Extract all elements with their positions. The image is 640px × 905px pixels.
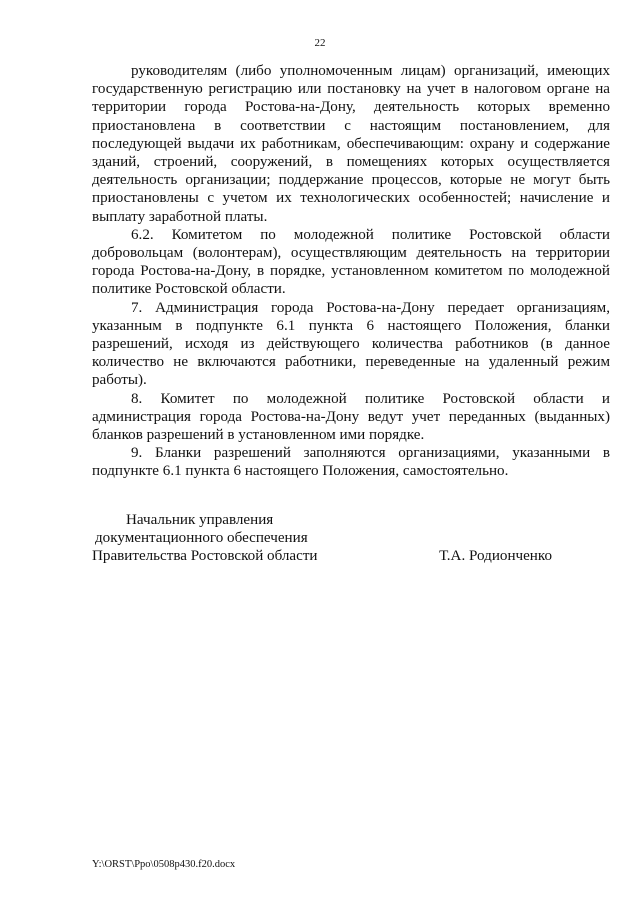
file-path-footer: Y:\ORST\Ppo\0508p430.f20.docx [92,859,236,870]
paragraph-7: 7. Администрация города Ростова-на-Дону передает организациям, указанным в подпункте 6.1 пункта 6 настоящего Положения, бланки разрешений, исходя из действующего количества работников (в данное количество не включаются работники, переведенные на удаленный режим работы). [92,299,610,389]
signatory-last-line [92,547,552,565]
page-number: 22 [314,37,326,49]
signatory-title-line-3: Правительства Ростовской области [92,548,318,565]
paragraph-9: 9. Бланки разрешений заполняются организациями, указанными в подпункте 6.1 пункта 6 настоящего Положения, самостоятельно. [92,445,610,480]
paragraph-continuation: руководителям (либо уполномоченным лицам) организаций, имеющих государственную регистрацию или постановку на учет в налоговом органе на территории города Ростова-на-Дону, деятельность которых временно приостановлена в соответствии с настоящим постановлением, для последующей выдачи их работникам, обеспечивающим: охрану и содержание зданий, строений, сооружений, в помещениях которых осуществляется деятельность организации; поддержание процессов, которые не могут быть приостановлены с учетом их технологических особенностей; начисление и выплату заработной платы. [92,63,610,225]
signatory-title-line-1: Начальник управления [126,512,274,528]
paragraph-6-2: 6.2. Комитетом по молодежной политике Ростовской области добровольцам (волонтерам), осуществляющим деятельность на территории города Ростова-на-Дону, в порядке, установленном комитетом по молодежной политике Ростовской области. [92,226,610,298]
signatory-title-line-2: документационного обеспечения [95,530,308,547]
signatory-name: Т.А. Родионченко [439,548,552,565]
paragraph-8: 8. Комитет по молодежной политике Ростовской области и администрация города Ростова-на-Дону ведут учет переданных (выданных) бланков разрешений в установленном ими порядке. [92,390,610,444]
document-body [92,62,610,481]
signature-block [92,511,552,566]
